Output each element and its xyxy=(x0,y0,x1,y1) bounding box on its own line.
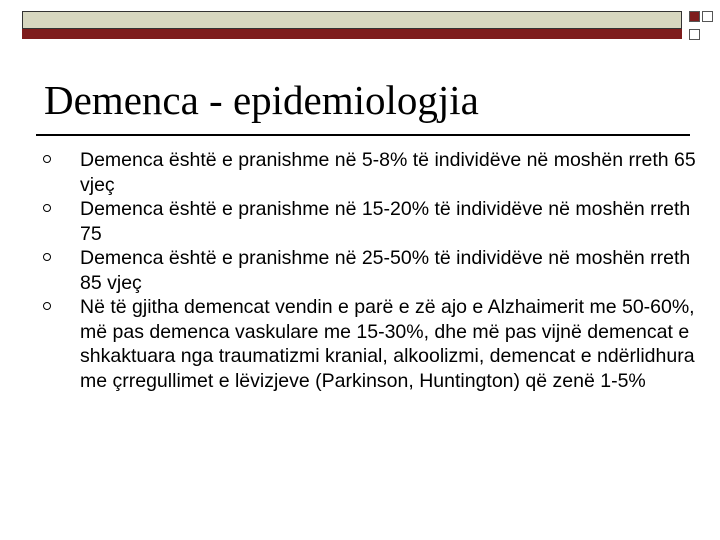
hollow-circle-icon xyxy=(43,253,51,261)
bullet-item xyxy=(36,197,696,246)
header-band-top xyxy=(22,11,682,29)
bullet-list xyxy=(36,148,696,393)
bullet-text: Demenca është e pranishme në 25-50% të individëve në moshën rreth 85 vjeç xyxy=(80,247,691,294)
decor-square-icon xyxy=(689,11,700,22)
bullet-text: Demenca është e pranishme në 15-20% të individëve në moshën rreth 75 xyxy=(80,198,691,245)
hollow-circle-icon xyxy=(43,204,51,212)
bullet-item xyxy=(36,246,696,295)
bullet-text: Në të gjitha demencat vendin e parë e zë ajo e Alzhaimerit me 50-60%, më pas demenca vaskulare me 15-30%, dhe më pas vijnë demencat e shkaktuara nga traumatizmi kranial, alkoolizmi, demencat e ndërlidhura me çrregullimet e lëvizjeve (Parkinson, Huntington) që zenë 1-5% xyxy=(80,296,695,392)
hollow-circle-icon xyxy=(43,155,51,163)
hollow-circle-icon xyxy=(43,302,51,310)
bullet-text: Demenca është e pranishme në 5-8% të individëve në moshën rreth 65 vjeç xyxy=(80,149,696,196)
title-divider xyxy=(36,134,690,136)
header-band-bottom xyxy=(22,29,682,39)
bullet-item xyxy=(36,148,696,197)
decor-square-icon xyxy=(689,29,700,40)
bullet-item xyxy=(36,295,696,393)
decor-square-icon xyxy=(702,11,713,22)
slide-title: Demenca - epidemiologjia xyxy=(44,77,479,123)
